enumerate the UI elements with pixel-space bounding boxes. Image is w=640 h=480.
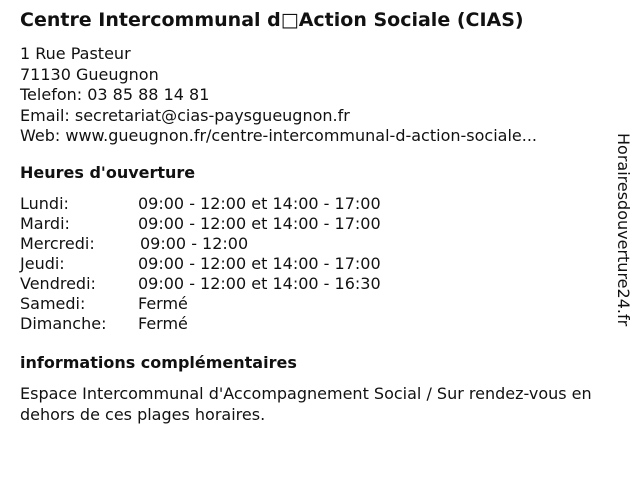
day-label: Vendredi: bbox=[20, 274, 96, 293]
additional-info-text: Espace Intercommunal d'Accompagnement Social / Sur rendez-vous en dehors de ces plages horaires. bbox=[20, 384, 592, 424]
day-label: Jeudi: bbox=[20, 254, 65, 273]
opening-hours-heading: Heures d'ouverture bbox=[20, 163, 196, 182]
address-city: 71130 Gueugnon bbox=[20, 64, 159, 84]
day-label: Mardi: bbox=[20, 214, 70, 233]
watermark-site-name: Horairesdouverture24.fr bbox=[614, 133, 633, 327]
time-value: 09:00 - 12:00 et 14:00 - 17:00 bbox=[138, 194, 381, 213]
day-label: Dimanche: bbox=[20, 314, 107, 333]
email-text: Email: secretariat@cias-paysgueugnon.fr bbox=[20, 105, 350, 125]
address-street: 1 Rue Pasteur bbox=[20, 44, 131, 63]
time-value: 09:00 - 12:00 et 14:00 - 16:30 bbox=[138, 274, 381, 293]
phone-text: Telefon: 03 85 88 14 81 bbox=[20, 85, 210, 104]
time-value: Fermé bbox=[138, 314, 188, 333]
day-label: Lundi: bbox=[20, 194, 69, 213]
time-value: 09:00 - 12:00 et 14:00 - 17:00 bbox=[138, 254, 381, 273]
website-text: Web: www.gueugnon.fr/centre-intercommunal-d-action-sociale... bbox=[20, 126, 537, 145]
time-value: Fermé bbox=[138, 294, 188, 313]
additional-info-heading: informations complémentaires bbox=[20, 353, 297, 372]
contact-block bbox=[20, 44, 537, 147]
time-value: 09:00 - 12:00 bbox=[140, 234, 249, 253]
day-label: Mercredi: bbox=[20, 234, 95, 253]
day-label: Samedi: bbox=[20, 294, 86, 313]
page-title: Centre Intercommunal d□Action Sociale (CIAS) bbox=[20, 9, 524, 31]
time-value: 09:00 - 12:00 et 14:00 - 17:00 bbox=[138, 214, 381, 233]
